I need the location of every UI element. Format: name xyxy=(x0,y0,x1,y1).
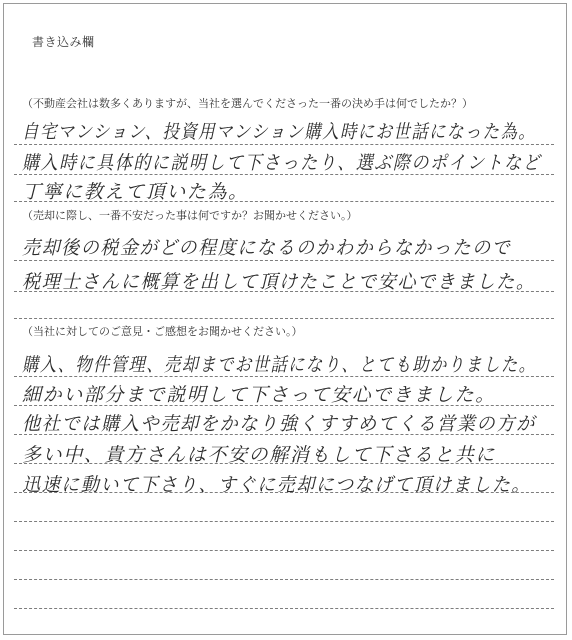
ruled-line xyxy=(14,550,554,551)
ruled-line xyxy=(14,579,554,580)
answer-3-line-5: 迅速に動いて下さり、すぐに売却につなげて頂けました。 xyxy=(22,474,532,496)
answer-3-line-4: 多い中、貴方さんは不安の解消もして下さると共に xyxy=(22,444,496,466)
ruled-line xyxy=(14,318,554,319)
ruled-line xyxy=(14,492,554,493)
question-2: （売却に際し、一番不安だった事は何ですか？お聞かせください。） xyxy=(22,209,358,222)
ruled-line xyxy=(14,463,554,464)
ruled-line xyxy=(14,144,554,145)
answer-3-line-2: 細かい部分まで説明して下さって安心できました。 xyxy=(22,384,496,406)
ruled-line xyxy=(14,608,554,609)
ruled-line xyxy=(14,405,554,406)
ruled-line xyxy=(14,521,554,522)
question-3: （当社に対してのご意見・ご感想をお聞かせください。） xyxy=(22,325,303,338)
answer-1-line-3: 丁寧に教えて頂いた為。 xyxy=(22,181,249,203)
ruled-line xyxy=(14,260,554,261)
answer-1-line-1: 自宅マンション、投資用マンション購入時にお世話になった為。 xyxy=(22,121,536,143)
question-1: （不動産会社は数多くありますが、当社を選んでくださった一番の決め手は何でしたか？） xyxy=(22,97,473,110)
ruled-line xyxy=(14,174,554,175)
ruled-line xyxy=(14,201,554,202)
answer-3-line-3: 他社では購入や売却をかなり強くすすめてくる営業の方が xyxy=(22,413,536,435)
form-title: 書き込み欄 xyxy=(32,35,95,49)
answer-2-line-2: 税理士さんに概算を出して頂けたことで安心できました。 xyxy=(22,271,536,293)
ruled-line xyxy=(14,376,554,377)
ruled-line xyxy=(14,291,554,292)
answer-3-line-1: 購入、物件管理、売却までお世話になり、とても助かりました。 xyxy=(22,354,537,376)
answer-1-line-2: 購入時に具体的に説明して下さったり、選ぶ際のポイントなど xyxy=(22,152,542,174)
ruled-line xyxy=(14,434,554,435)
answer-2-line-1: 売却後の税金がどの程度になるのかわからなかったので xyxy=(22,237,512,259)
